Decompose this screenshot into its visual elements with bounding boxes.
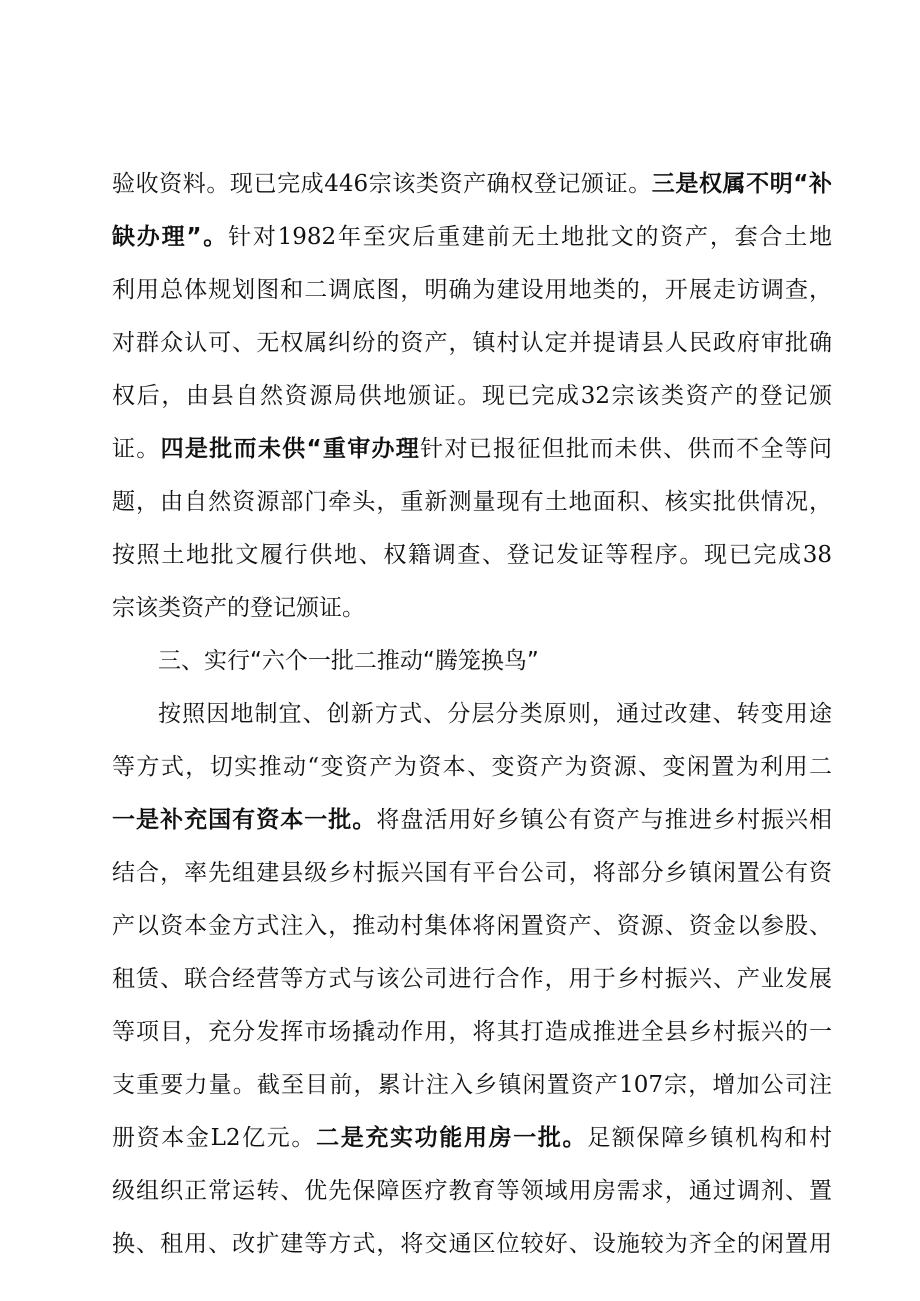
text-run: 针对1982年至灾后重建前无土地批文的资产，套合土地 — [228, 224, 832, 250]
bold-heading-run: 一是补充国有资本一批。 — [112, 807, 377, 833]
text-line — [112, 209, 832, 265]
text-line: 等方式，切实推动“变资产为资本、变资产为资源、变闲置为利用二 — [112, 754, 832, 780]
text-line: 支重要力量。截至目前，累计注入乡镇闲置资产107宗，增加公司注 — [112, 1072, 832, 1098]
bold-heading-run: 三是权属不明“补 — [651, 171, 832, 197]
text-line: 租赁、联合经营等方式与该公司进行合作，用于乡村振兴、产业发展 — [112, 966, 832, 992]
text-run: 将盘活用好乡镇公有资产与推进乡村振兴相 — [376, 807, 832, 833]
bold-heading-run: 缺办理”。 — [112, 224, 229, 250]
text-line — [112, 1110, 832, 1166]
text-line: 题，由自然资源部门牵头，重新测量现有土地面积、核实批供情况， — [112, 489, 832, 515]
text-line — [112, 792, 832, 848]
bold-heading-run: 二是充实功能用房一批。 — [316, 1125, 588, 1151]
text-line: 结合，率先组建县级乡村振兴国有平台公司，将部分乡镇闲置公有资 — [112, 860, 832, 886]
section-heading: 三、实行“六个一批二推动“腾笼换鸟” — [158, 648, 539, 674]
text-run: 册资本金L2亿元。 — [112, 1125, 317, 1151]
text-line — [112, 156, 832, 212]
text-line: 利用总体规划图和二调底图，明确为建设用地类的，开展走访调查， — [112, 277, 832, 303]
text-run: 针对已报征但批而未供、供而不全等问 — [420, 436, 832, 462]
text-line: 按照因地制宜、创新方式、分层分类原则，通过改建、转变用途 — [158, 701, 832, 727]
text-run: 证。 — [112, 436, 161, 462]
text-line — [112, 421, 832, 477]
text-line: 权后，由县自然资源局供地颁证。现已完成32宗该类资产的登记颁 — [112, 383, 832, 409]
text-line: 对群众认可、无权属纠纷的资产，镇村认定并提请县人民政府审批确 — [112, 330, 832, 356]
text-line: 换、租用、改扩建等方式，将交通区位较好、设施较为齐全的闲置用 — [112, 1231, 832, 1257]
text-run: 足额保障乡镇机构和村 — [587, 1125, 832, 1151]
text-line: 按照土地批文履行供地、权籍调查、登记发证等程序。现已完成38 — [112, 542, 832, 568]
text-line: 等项目，充分发挥市场撬动作用，将其打造成推进全县乡村振兴的一 — [112, 1019, 832, 1045]
text-line: 产以资本金方式注入，推动村集体将闲置资产、资源、资金以参股、 — [112, 913, 832, 939]
bold-heading-run: 四是批而未供“重审办理 — [160, 436, 421, 462]
text-line: 级组织正常运转、优先保障医疗教育等领域用房需求，通过调剂、置 — [112, 1178, 832, 1204]
text-line: 宗该类资产的登记颁证。 — [112, 595, 365, 621]
text-run: 验收资料。现已完成446宗该类资产确权登记颁证。 — [112, 171, 652, 197]
